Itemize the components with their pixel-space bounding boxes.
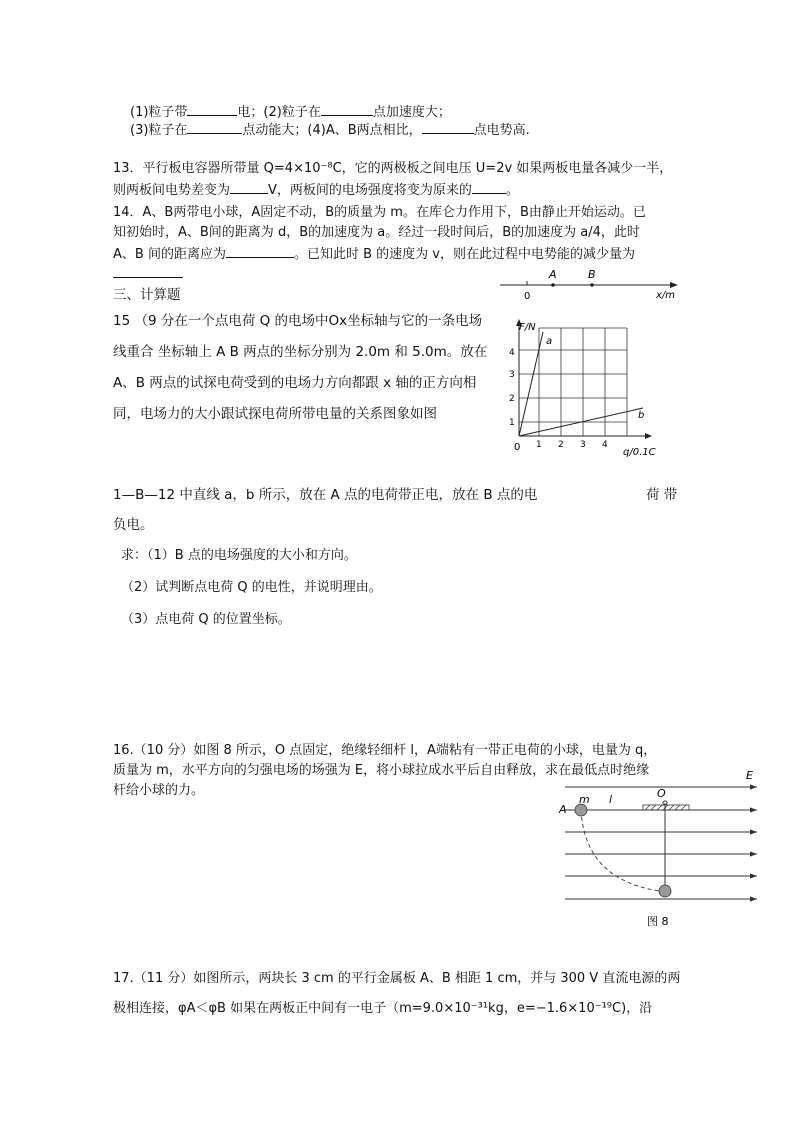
line-a-label: a [546,336,553,347]
x-tick-label: 2 [558,440,564,450]
q13-text: 。 [505,183,519,198]
label-m: m [579,793,590,806]
q13-text: 则两板间电势差变为 [113,183,231,198]
origin-label: 0 [524,291,531,302]
answer-blank [187,121,242,134]
q17-line-1: 17.（11 分）如图所示，两块长 3 cm 的平行金属板 A、B 相距 1 cm，并与 300 V 直流电源的两 [113,971,681,986]
q12-text: 点动能大；(4)A、B两点相比， [242,123,422,138]
point-a-label: A [549,268,557,281]
q14-line-1: 14．A、B两带电小球，A固定不动，B的质量为 m。在库仑力作用下，B由静止开始运动。已 [113,205,646,220]
q17-line-2: 极相连接，φA＜φB 如果在两板正中间有一电子（m=9.0×10⁻³¹kg，e=−1.6×10⁻¹⁹C)，沿 [113,1001,653,1016]
q12-text: (3)粒子在 [130,123,188,138]
answer-blank [472,181,506,194]
fq-graph [505,318,665,458]
q16-line-2: 质量为 m，水平方向的匀强电场的场强为 E，将小球拉成水平后自由释放，求在最低点时绝缘 [113,763,650,778]
q13-line-2 [113,181,519,199]
q12-line-2 [130,121,530,139]
q14-text: 。已知此时 B 的速度为 v，则在此过程中电势能的减少量为 [293,247,635,262]
q13-line-1: 13．平行板电容器所带量 Q=4×10⁻⁸C，它的两极板之间电压 U=2v 如果两板电量各减少一半， [113,161,673,176]
grid [519,328,627,436]
q15-line-2: 线重合 坐标轴上 A B 两点的坐标分别为 2.0m 和 5.0m。放在 [113,344,488,360]
y-tick-label: 3 [509,370,515,380]
label-e: E [746,769,753,782]
q12-text: 点加速度大； [372,105,451,120]
x-tick-label: 4 [602,440,608,450]
answer-blank [230,181,268,194]
answer-blank [187,103,237,116]
x-unit-label: x/m [656,290,676,301]
point-a-dot [551,283,555,287]
ball-lowest [659,885,671,897]
q-axis-arrow [645,433,652,439]
point-b-dot [590,283,594,287]
q15-line-5: 1—B—12 中直线 a，b 所示，放在 A 点的电荷带正电，放在 B 点的电 [113,487,538,503]
q15-line-5-end: 荷 带 [646,487,678,503]
section-title: 三、计算题 [113,287,181,303]
swing-path [581,810,660,891]
f-axis-label: F/N [519,322,536,333]
answer-blank [113,265,183,278]
q12-text: (1)粒子带 [130,105,188,120]
y-tick-label: 4 [509,348,515,358]
axis-arrow [670,282,678,288]
q12-line-1 [130,103,451,121]
q15-line-4: 同，电场力的大小跟试探电荷所带电量的关系图象如图 [113,406,437,422]
q15-line-3: A、B 两点的试探电荷受到的电场力方向都跟 x 轴的正方向相 [113,375,477,391]
q14-line-2: 知初始时，A、B间的距离为 d，B的加速度为 a。经过一段时间后，B的加速度为 a/4，此时 [113,225,640,240]
answer-blank [422,121,474,134]
y-tick-label: 2 [509,394,515,404]
field-lines [565,787,757,899]
q-axis-label: q/0.1C [623,447,656,458]
q14-line-3 [113,245,635,263]
figure-caption: 图 8 [647,915,669,928]
q14-line-4 [113,265,183,283]
q12-text: 电；(2)粒子在 [237,105,321,120]
q15-line-1: 15 （9 分在一个点电荷 Q 的电场中Ox坐标轴与它的一条电场 [113,313,483,329]
point-b-label: B [588,268,596,281]
label-a: A [559,803,567,816]
figure-8 [555,765,770,935]
y-tick-label: 1 [509,418,515,428]
q15-ask-2: （2）试判断点电荷 Q 的电性，并说明理由。 [121,580,382,595]
q15-ask-1: 求：（1）B 点的电场强度的大小和方向。 [121,548,357,563]
answer-blank [226,245,294,258]
q12-text: 点电势高. [473,123,530,138]
label-l: l [609,793,613,806]
x-tick-label: 1 [536,440,542,450]
q15-line-6: 负电。 [113,517,154,533]
x-tick-label: 3 [580,440,586,450]
origin-label: 0 [514,442,521,453]
line-b-label: b [638,410,645,421]
q14-text: A、B 间的距离应为 [113,247,226,262]
q16-line-1: 16.（10 分）如图 8 所示，O 点固定，绝缘轻细杆 l，A端粘有一带正电荷的小球，电量为 q， [113,743,657,758]
label-o: O [657,787,666,800]
q16-line-3: 杆给小球的力。 [113,783,205,798]
q15-ask-3: （3）点电荷 Q 的位置坐标。 [121,612,291,627]
answer-blank [321,103,373,116]
axis-figure [498,268,688,300]
line-a [519,332,543,436]
q13-text: V，两板间的电场强度将变为原来的 [268,183,472,198]
